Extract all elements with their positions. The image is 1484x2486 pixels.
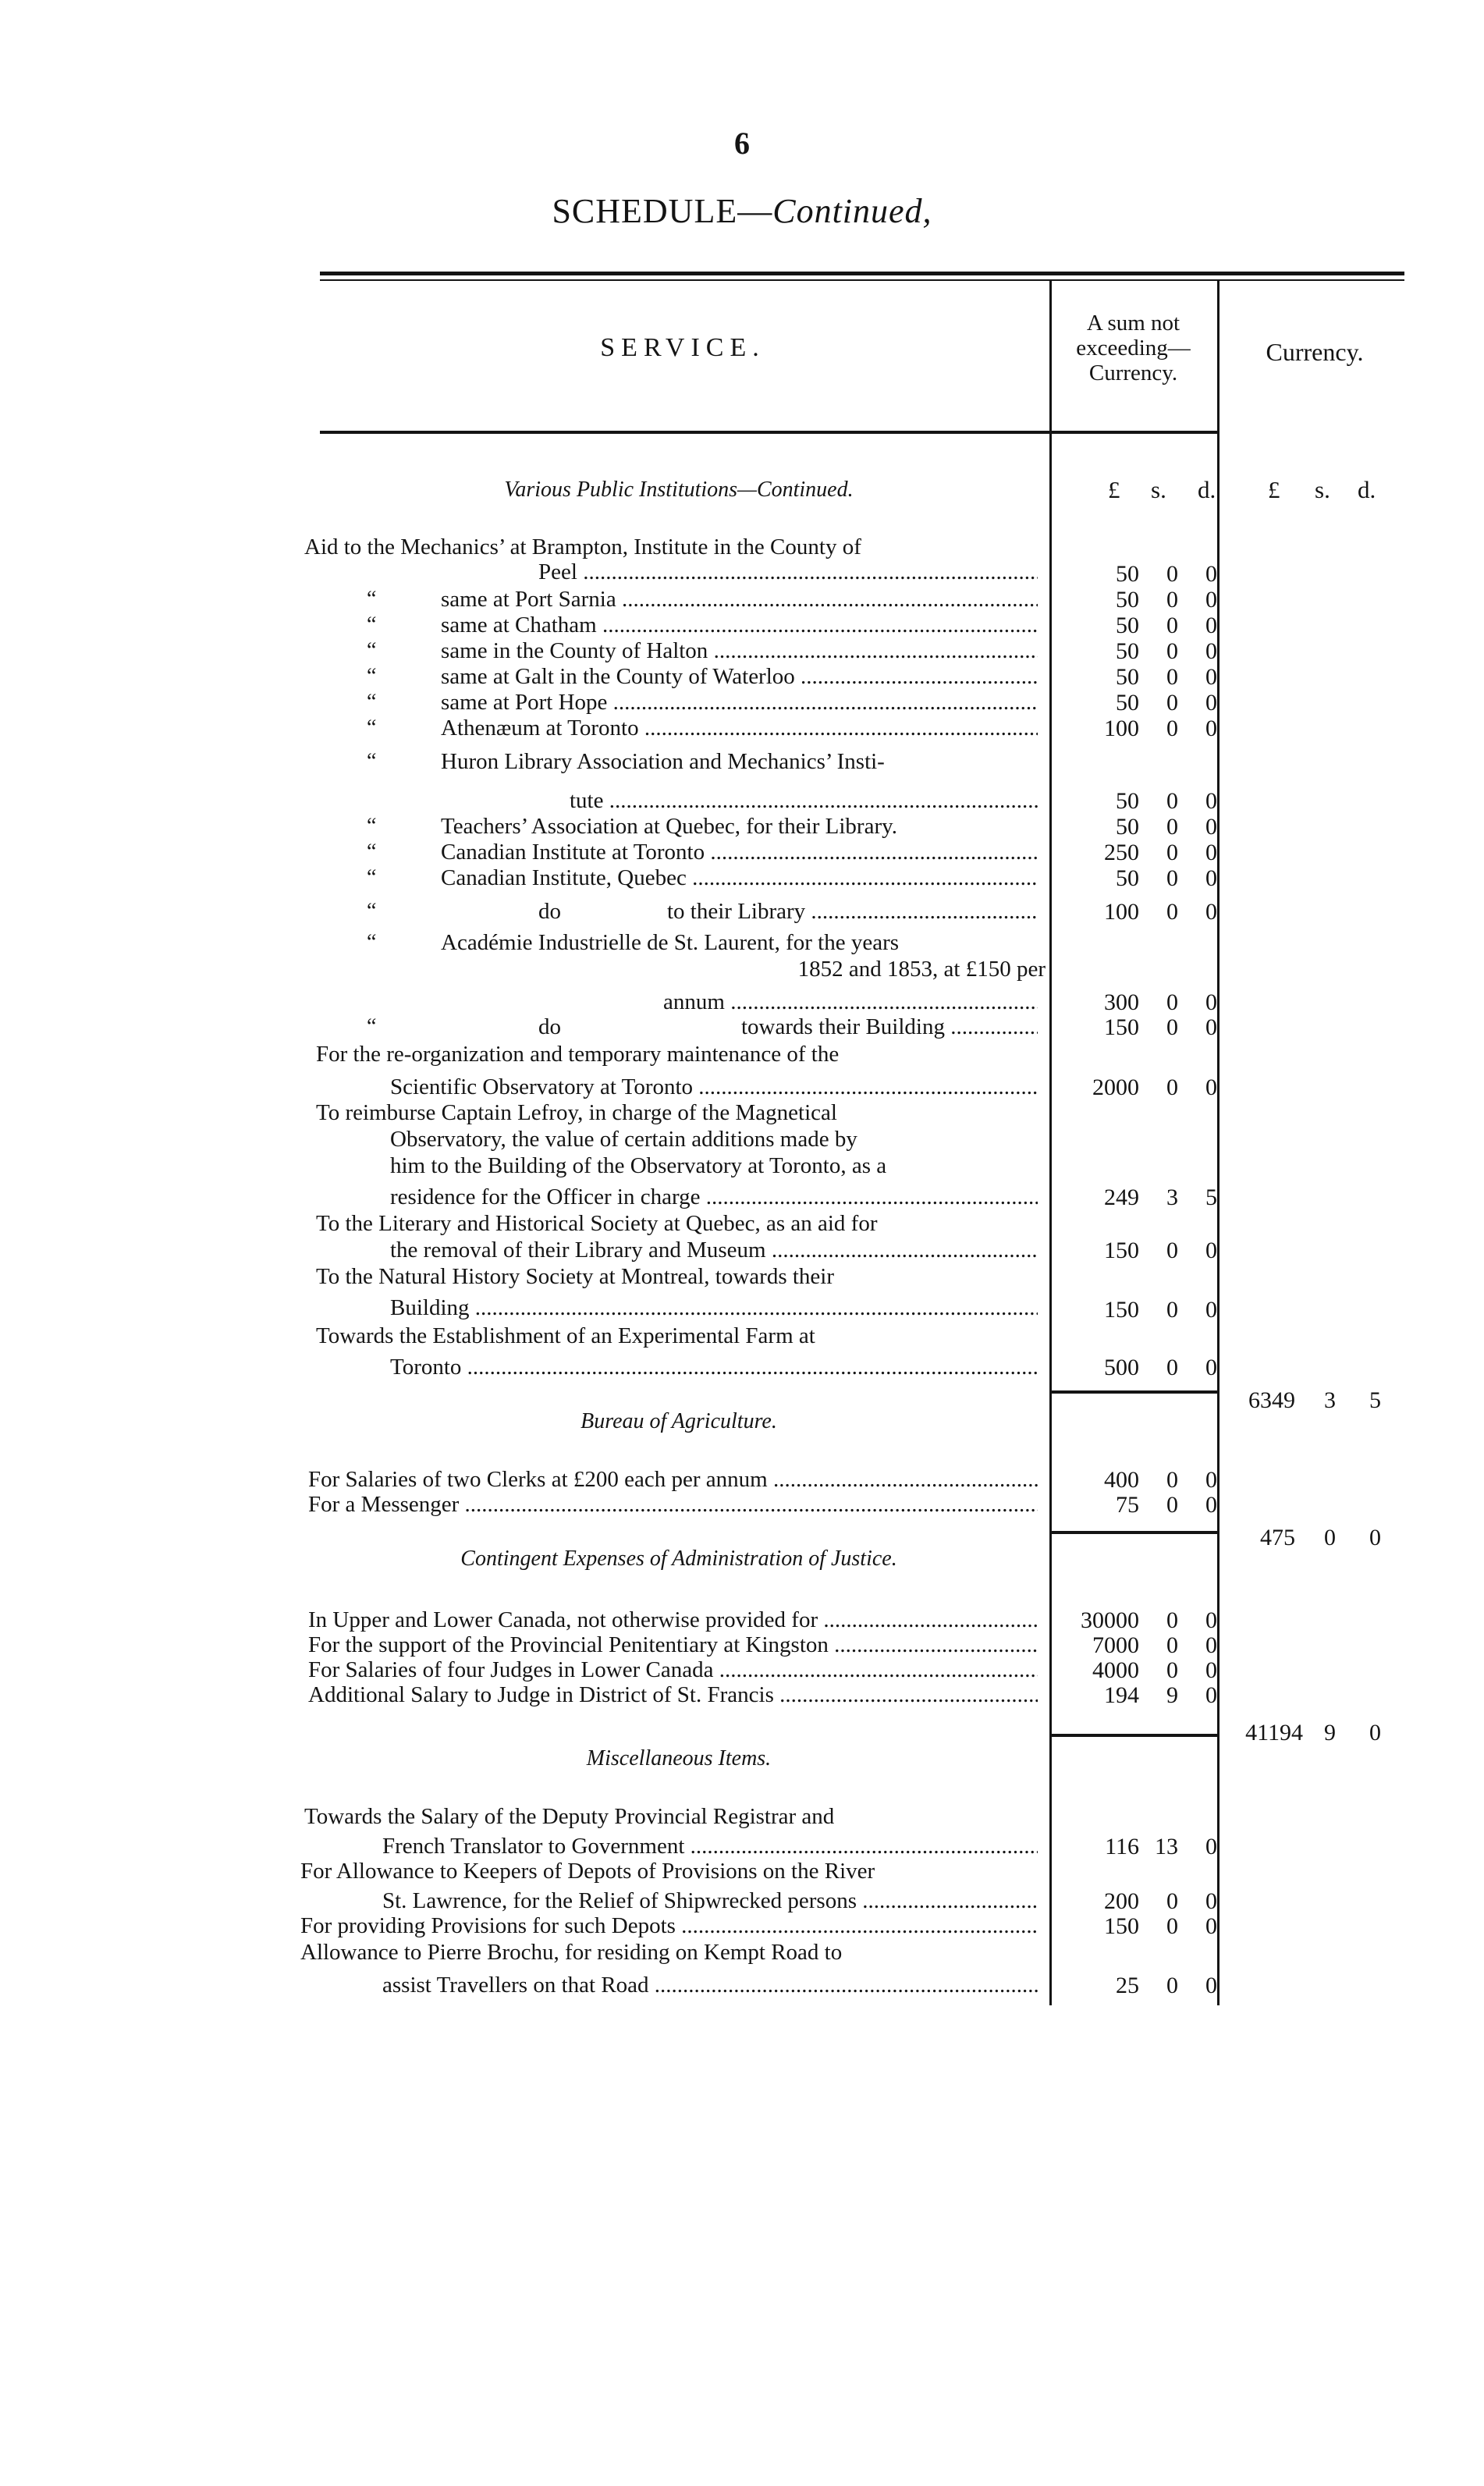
total-pounds: 6349 bbox=[1248, 1387, 1295, 1413]
amount-pence: 0 bbox=[1205, 1682, 1217, 1708]
row-text: For the support of the Provincial Penitentiary at Kingston ..... bbox=[308, 1632, 1038, 1657]
sum-header-line-3: Currency. bbox=[1088, 360, 1178, 385]
row-text: For Allowance to Keepers of Depots of Provisions on the River bbox=[300, 1859, 875, 1884]
row-text: tute ..... bbox=[570, 788, 1038, 813]
row-text: Aid to the Mechanics’ at Brampton, Institute in the County of bbox=[304, 534, 861, 559]
amount-pence: 0 bbox=[1205, 1632, 1217, 1658]
row-text: Canadian Institute, Quebec ..... bbox=[441, 865, 1038, 890]
amount-pence: 0 bbox=[1205, 899, 1217, 925]
row-text: For Salaries of four Judges in Lower Canada ..... bbox=[308, 1657, 1038, 1682]
amount-shillings: 0 bbox=[1166, 1238, 1178, 1263]
row-text: Towards the Establishment of an Experimental Farm at bbox=[316, 1323, 815, 1348]
amount-pounds: 150 bbox=[1104, 1014, 1139, 1040]
section-various-heading: Various Public Institutions—Continued. bbox=[504, 478, 854, 502]
amount-pence: 0 bbox=[1205, 1913, 1217, 1939]
header-rule bbox=[320, 431, 1217, 434]
row-text: 1852 and 1853, at £150 per bbox=[797, 957, 1046, 982]
amount-pence: 0 bbox=[1205, 690, 1217, 716]
amount-pounds: 50 bbox=[1116, 865, 1139, 891]
ditto-mark: “ bbox=[367, 664, 377, 688]
title-main: SCHEDULE— bbox=[552, 192, 773, 230]
unit-pound: £ bbox=[1108, 476, 1120, 503]
amount-pence: 0 bbox=[1205, 1014, 1217, 1040]
subtotal-rule bbox=[1049, 1390, 1217, 1394]
amount-shillings: 0 bbox=[1166, 788, 1178, 814]
row-text: same in the County of Halton ..... bbox=[441, 638, 1038, 663]
row-text: Académie Industrielle de St. Laurent, for the years bbox=[441, 930, 900, 955]
amount-pence: 0 bbox=[1205, 664, 1217, 690]
amount-pounds: 100 bbox=[1104, 716, 1139, 741]
row-text: Scientific Observatory at Toronto ..... bbox=[390, 1074, 1038, 1099]
amount-shillings: 13 bbox=[1155, 1834, 1178, 1859]
amount-pounds: 50 bbox=[1116, 561, 1139, 587]
amount-pounds: 50 bbox=[1116, 638, 1139, 664]
amount-pence: 0 bbox=[1205, 989, 1217, 1015]
amount-shillings: 0 bbox=[1166, 638, 1178, 664]
subtotal-rule bbox=[1049, 1734, 1217, 1737]
amount-pounds: 150 bbox=[1104, 1238, 1139, 1263]
sum-header-line-2: exceeding— bbox=[1076, 336, 1191, 360]
total-pence: 0 bbox=[1369, 1525, 1381, 1550]
total-shillings: 3 bbox=[1324, 1387, 1336, 1413]
row-text: the removal of their Library and Museum ..... bbox=[390, 1238, 1038, 1263]
amount-shillings: 0 bbox=[1166, 716, 1178, 741]
row-text: him to the Building of the Observatory at Toronto, as a bbox=[390, 1153, 887, 1178]
row-text: To the Literary and Historical Society at Quebec, as an aid for bbox=[316, 1211, 878, 1236]
amount-pounds: 249 bbox=[1104, 1184, 1139, 1210]
total-shillings: 9 bbox=[1324, 1720, 1336, 1746]
amount-pence: 0 bbox=[1205, 613, 1217, 638]
row-text: Teachers’ Association at Quebec, for their Library. bbox=[441, 814, 897, 839]
title-italic: Continued, bbox=[772, 192, 932, 230]
amount-pence: 0 bbox=[1205, 587, 1217, 613]
total-pence: 5 bbox=[1369, 1387, 1381, 1413]
amount-pounds: 4000 bbox=[1092, 1657, 1139, 1683]
page-title bbox=[0, 191, 1484, 231]
amount-pounds: 194 bbox=[1104, 1682, 1139, 1708]
row-text: Athenæum at Toronto ..... bbox=[441, 716, 1038, 740]
row-text: For providing Provisions for such Depots ..... bbox=[300, 1913, 1038, 1938]
amount-shillings: 0 bbox=[1166, 865, 1178, 891]
row-text: For a Messenger ..... bbox=[308, 1492, 1038, 1517]
ditto-mark: “ bbox=[367, 899, 377, 923]
amount-pence: 0 bbox=[1205, 1355, 1217, 1380]
row-text: assist Travellers on that Road ..... bbox=[382, 1973, 1038, 1998]
amount-pounds: 50 bbox=[1116, 587, 1139, 613]
row-text: do bbox=[538, 1014, 561, 1039]
amount-pence: 0 bbox=[1205, 1834, 1217, 1859]
unit-pence: d. bbox=[1198, 476, 1216, 503]
amount-shillings: 3 bbox=[1166, 1184, 1178, 1210]
amount-shillings: 0 bbox=[1166, 989, 1178, 1015]
amount-pence: 0 bbox=[1205, 1467, 1217, 1493]
amount-shillings: 0 bbox=[1166, 899, 1178, 925]
ditto-mark: “ bbox=[367, 814, 377, 838]
amount-shillings: 0 bbox=[1166, 1467, 1178, 1493]
top-rule-thin bbox=[320, 279, 1404, 281]
row-text: Huron Library Association and Mechanics’ Insti- bbox=[441, 749, 885, 774]
amount-pence: 0 bbox=[1205, 1492, 1217, 1518]
row-text: Toronto ..... bbox=[390, 1355, 1038, 1380]
ditto-mark: “ bbox=[367, 840, 377, 864]
amount-pounds: 50 bbox=[1116, 613, 1139, 638]
sum-header-line-1: A sum not bbox=[1086, 311, 1180, 336]
amount-pence: 0 bbox=[1205, 1074, 1217, 1100]
section-misc-heading: Miscellaneous Items. bbox=[586, 1746, 772, 1770]
row-text: Peel ..... bbox=[538, 559, 1038, 584]
ditto-mark: “ bbox=[367, 716, 377, 740]
row-text: Observatory, the value of certain additions made by bbox=[390, 1127, 857, 1152]
ditto-mark: “ bbox=[367, 638, 377, 662]
ditto-mark: “ bbox=[367, 1014, 377, 1039]
amount-shillings: 0 bbox=[1166, 1074, 1178, 1100]
amount-pounds: 150 bbox=[1104, 1297, 1139, 1323]
amount-shillings: 0 bbox=[1166, 1888, 1178, 1914]
total-pence: 0 bbox=[1369, 1720, 1381, 1746]
amount-pounds: 300 bbox=[1104, 989, 1139, 1015]
total-pounds: 41194 bbox=[1245, 1720, 1303, 1746]
amount-pence: 0 bbox=[1205, 1973, 1217, 1998]
subtotal-rule bbox=[1049, 1531, 1217, 1534]
amount-shillings: 0 bbox=[1166, 1913, 1178, 1939]
column-rule-left bbox=[1049, 281, 1052, 2005]
amount-pounds: 500 bbox=[1104, 1355, 1139, 1380]
page-number: 6 bbox=[734, 126, 750, 161]
row-text: do bbox=[538, 899, 561, 924]
row-text: For Salaries of two Clerks at £200 each per annum ..... bbox=[308, 1467, 1038, 1492]
amount-pence: 0 bbox=[1205, 788, 1217, 814]
amount-shillings: 0 bbox=[1166, 840, 1178, 865]
amount-pounds: 7000 bbox=[1092, 1632, 1139, 1658]
row-text: annum ..... bbox=[663, 989, 1038, 1014]
total-pounds: 475 bbox=[1260, 1525, 1295, 1550]
amount-pounds: 150 bbox=[1104, 1913, 1139, 1939]
amount-pounds: 50 bbox=[1116, 788, 1139, 814]
amount-pence: 0 bbox=[1205, 865, 1217, 891]
ditto-mark: “ bbox=[367, 613, 377, 637]
row-text: residence for the Officer in charge ..... bbox=[390, 1184, 1038, 1209]
row-text: same at Port Sarnia ..... bbox=[441, 587, 1038, 612]
row-text: Additional Salary to Judge in District of St. Francis ..... bbox=[308, 1682, 1038, 1707]
amount-shillings: 0 bbox=[1166, 1657, 1178, 1683]
amount-pence: 0 bbox=[1205, 814, 1217, 840]
row-text: towards their Building ..... bbox=[741, 1014, 1038, 1039]
amount-shillings: 0 bbox=[1166, 1973, 1178, 1998]
sum-header bbox=[1049, 311, 1217, 385]
amount-pounds: 30000 bbox=[1081, 1607, 1139, 1633]
amount-shillings: 0 bbox=[1166, 1607, 1178, 1633]
amount-shillings: 0 bbox=[1166, 1492, 1178, 1518]
amount-pence: 0 bbox=[1205, 840, 1217, 865]
amount-pounds: 25 bbox=[1116, 1973, 1139, 1998]
ditto-mark: “ bbox=[367, 930, 377, 954]
amount-shillings: 0 bbox=[1166, 690, 1178, 716]
amount-shillings: 0 bbox=[1166, 1632, 1178, 1658]
amount-pounds: 75 bbox=[1116, 1492, 1139, 1518]
amount-shillings: 0 bbox=[1166, 664, 1178, 690]
amount-pounds: 116 bbox=[1105, 1834, 1139, 1859]
total-unit-pence: d. bbox=[1358, 476, 1376, 503]
total-unit-pound: £ bbox=[1268, 476, 1280, 503]
row-text: Towards the Salary of the Deputy Provincial Registrar and bbox=[304, 1804, 835, 1829]
row-text: same at Galt in the County of Waterloo ..... bbox=[441, 664, 1038, 689]
currency-header: Currency. bbox=[1266, 338, 1364, 366]
service-header: SERVICE. bbox=[600, 333, 765, 362]
row-text: St. Lawrence, for the Relief of Shipwrecked persons ..... bbox=[382, 1888, 1038, 1913]
amount-pounds: 100 bbox=[1104, 899, 1139, 925]
amount-shillings: 0 bbox=[1166, 814, 1178, 840]
amount-pounds: 2000 bbox=[1092, 1074, 1139, 1100]
row-text: For the re-organization and temporary maintenance of the bbox=[316, 1042, 840, 1067]
row-text: Building ..... bbox=[390, 1295, 1038, 1320]
amount-pounds: 50 bbox=[1116, 690, 1139, 716]
ditto-mark: “ bbox=[367, 587, 377, 611]
top-rule-thick bbox=[320, 272, 1404, 275]
amount-pence: 0 bbox=[1205, 1607, 1217, 1633]
amount-pence: 5 bbox=[1205, 1184, 1217, 1210]
row-text: to their Library ..... bbox=[667, 899, 1038, 924]
row-text: Canadian Institute at Toronto ..... bbox=[441, 840, 1038, 865]
row-text: To the Natural History Society at Montreal, towards their bbox=[316, 1264, 834, 1289]
amount-pence: 0 bbox=[1205, 1238, 1217, 1263]
column-rule-right bbox=[1217, 281, 1220, 2005]
ditto-mark: “ bbox=[367, 865, 377, 890]
amount-pounds: 250 bbox=[1104, 840, 1139, 865]
amount-pounds: 50 bbox=[1116, 814, 1139, 840]
section-bureau-heading: Bureau of Agriculture. bbox=[580, 1409, 777, 1433]
amount-shillings: 0 bbox=[1166, 1014, 1178, 1040]
total-shillings: 0 bbox=[1324, 1525, 1336, 1550]
row-text: To reimburse Captain Lefroy, in charge of the Magnetical bbox=[316, 1100, 837, 1125]
amount-pence: 0 bbox=[1205, 561, 1217, 587]
amount-pounds: 400 bbox=[1104, 1467, 1139, 1493]
row-text: Allowance to Pierre Brochu, for residing on Kempt Road to bbox=[300, 1940, 843, 1965]
total-unit-shilling: s. bbox=[1315, 476, 1330, 503]
amount-shillings: 9 bbox=[1166, 1682, 1178, 1708]
amount-pence: 0 bbox=[1205, 1657, 1217, 1683]
amount-pence: 0 bbox=[1205, 638, 1217, 664]
amount-shillings: 0 bbox=[1166, 587, 1178, 613]
ditto-mark: “ bbox=[367, 749, 377, 773]
section-contingent-heading: Contingent Expenses of Administration of Justice. bbox=[460, 1547, 897, 1571]
amount-pounds: 200 bbox=[1104, 1888, 1139, 1914]
ditto-mark: “ bbox=[367, 690, 377, 714]
amount-pence: 0 bbox=[1205, 1888, 1217, 1914]
row-text: same at Chatham ..... bbox=[441, 613, 1038, 637]
amount-shillings: 0 bbox=[1166, 1355, 1178, 1380]
row-text: French Translator to Government ..... bbox=[382, 1834, 1038, 1859]
row-text: same at Port Hope ..... bbox=[441, 690, 1038, 715]
amount-pounds: 50 bbox=[1116, 664, 1139, 690]
amount-pence: 0 bbox=[1205, 716, 1217, 741]
amount-pence: 0 bbox=[1205, 1297, 1217, 1323]
amount-shillings: 0 bbox=[1166, 613, 1178, 638]
unit-shilling: s. bbox=[1151, 476, 1166, 503]
amount-shillings: 0 bbox=[1166, 561, 1178, 587]
amount-shillings: 0 bbox=[1166, 1297, 1178, 1323]
row-text: In Upper and Lower Canada, not otherwise provided for ..... bbox=[308, 1607, 1038, 1632]
